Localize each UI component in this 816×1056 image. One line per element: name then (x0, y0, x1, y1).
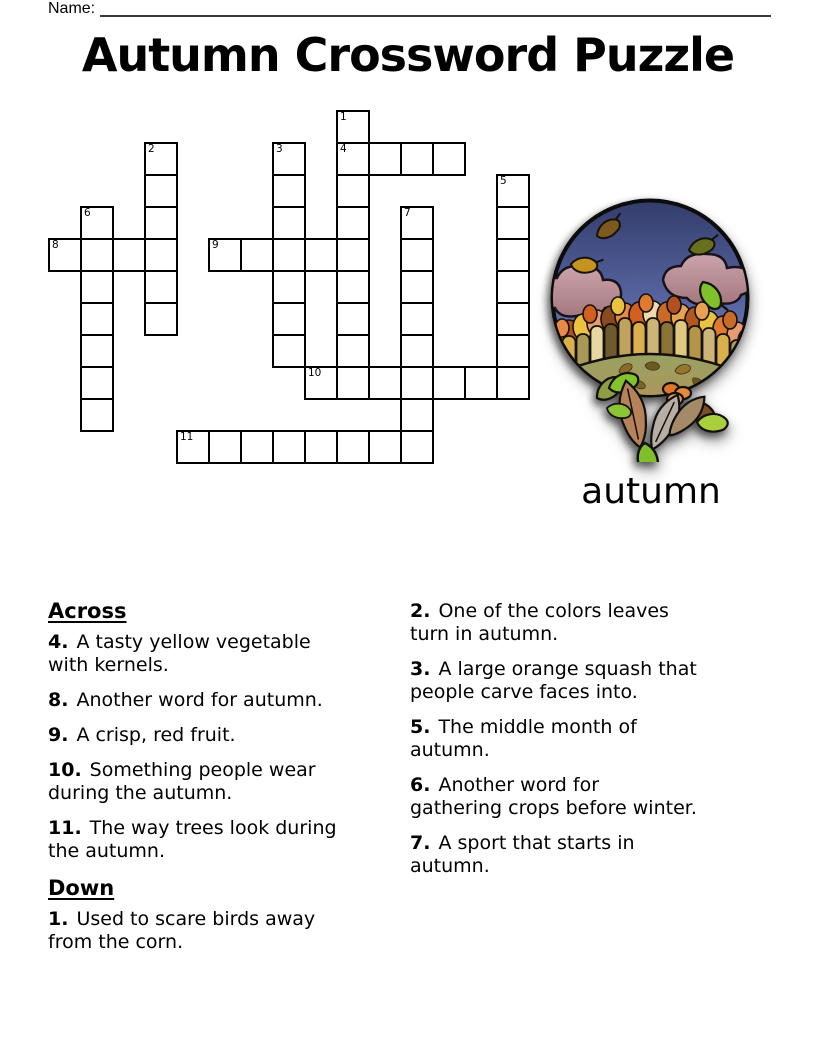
cell-number: 1 (340, 111, 347, 123)
grid-cell (496, 238, 530, 272)
grid-cell (272, 142, 306, 176)
cell-number: 4 (340, 143, 347, 155)
grid-cell (208, 430, 242, 464)
grid-cell (400, 334, 434, 368)
grid-cell (144, 302, 178, 336)
grid-cell (400, 366, 434, 400)
clue-item (410, 832, 785, 878)
clue-item (410, 658, 785, 704)
grid-cell (48, 238, 82, 272)
grid-cell (464, 366, 498, 400)
cell-number: 2 (148, 143, 155, 155)
cell-number: 9 (212, 239, 219, 251)
grid-cell (272, 302, 306, 336)
clue-number: 8. (48, 689, 69, 711)
grid-cell (112, 238, 146, 272)
down-clues-list-left (48, 908, 393, 954)
grid-cell (80, 302, 114, 336)
grid-cell (272, 238, 306, 272)
grid-cell (240, 238, 274, 272)
clue-text: Used to scare birds away from the corn. (48, 908, 316, 953)
grid-cell (496, 302, 530, 336)
clue-text: A tasty yellow vegetable with kernels. (48, 631, 311, 676)
clue-number: 6. (410, 774, 431, 796)
grid-cell (496, 206, 530, 240)
grid-cell (368, 430, 402, 464)
clue-item (48, 724, 393, 747)
grid-cell (336, 110, 370, 144)
grid-cell (272, 206, 306, 240)
grid-cell (336, 302, 370, 336)
grid-cell (144, 238, 178, 272)
grid-cell (208, 238, 242, 272)
grid-cell (400, 142, 434, 176)
clue-number: 10. (48, 759, 82, 781)
grid-cell (368, 366, 402, 400)
grid-cell (336, 238, 370, 272)
grid-cell (272, 430, 306, 464)
cell-number: 8 (52, 239, 59, 251)
clue-number: 5. (410, 716, 431, 738)
grid-cell (272, 270, 306, 304)
grid-cell (400, 206, 434, 240)
grid-cell (496, 174, 530, 208)
clue-item (410, 716, 785, 762)
clue-item (410, 600, 785, 646)
grid-cell (400, 398, 434, 432)
grid-cell (336, 366, 370, 400)
grid-cell (304, 238, 338, 272)
cell-number: 11 (180, 431, 194, 443)
down-clues-list-right (410, 600, 785, 878)
clue-item (48, 689, 393, 712)
grid-cell (496, 366, 530, 400)
illustration-caption: autumn (581, 471, 721, 512)
cell-number: 10 (308, 367, 322, 379)
grid-cell (336, 430, 370, 464)
grid-cell (432, 142, 466, 176)
clue-item (410, 774, 785, 820)
grid-cell (304, 430, 338, 464)
grid-cell (496, 270, 530, 304)
clue-text: A sport that starts in autumn. (410, 832, 635, 877)
grid-cell (144, 206, 178, 240)
clue-number: 2. (410, 600, 431, 622)
autumn-illustration (545, 196, 757, 462)
clue-text: One of the colors leaves turn in autumn. (410, 600, 669, 645)
clue-item (48, 908, 393, 954)
page-title: Autumn Crossword Puzzle (81, 28, 735, 82)
down-heading: Down (48, 876, 115, 900)
grid-cell (144, 270, 178, 304)
clue-text: A crisp, red fruit. (76, 724, 236, 746)
grid-cell (80, 366, 114, 400)
clue-text: Another word for autumn. (76, 689, 323, 711)
grid-cell (400, 302, 434, 336)
clues-right-column (410, 598, 785, 890)
clue-text: Something people wear during the autumn. (48, 759, 316, 804)
grid-cell (400, 270, 434, 304)
grid-cell (272, 334, 306, 368)
grid-cell (336, 270, 370, 304)
autumn-scene-icon (545, 196, 757, 462)
grid-cell (304, 366, 338, 400)
grid-cell (80, 398, 114, 432)
grid-cell (336, 142, 370, 176)
grid-cell (176, 430, 210, 464)
clues-left-column (48, 598, 393, 966)
clue-text: A large orange squash that people carve faces into. (410, 658, 697, 703)
grid-cell (80, 238, 114, 272)
cell-number: 3 (276, 143, 283, 155)
clue-number: 11. (48, 817, 82, 839)
grid-cell (432, 366, 466, 400)
grid-cell (400, 238, 434, 272)
clue-text: The way trees look during the autumn. (48, 817, 337, 862)
clue-number: 7. (410, 832, 431, 854)
across-heading: Across (48, 599, 127, 623)
grid-cell (336, 334, 370, 368)
grid-cell (336, 206, 370, 240)
clue-number: 3. (410, 658, 431, 680)
grid-cell (80, 206, 114, 240)
grid-cell (80, 334, 114, 368)
grid-cell (400, 430, 434, 464)
clue-item (48, 817, 393, 863)
grid-cell (368, 142, 402, 176)
clue-number: 9. (48, 724, 69, 746)
cell-number: 7 (404, 207, 411, 219)
across-clues-list (48, 631, 393, 863)
grid-cell (144, 174, 178, 208)
grid-cell (336, 174, 370, 208)
clue-text: The middle month of autumn. (410, 716, 637, 761)
clue-item (48, 631, 393, 677)
clue-item (48, 759, 393, 805)
cell-number: 5 (500, 175, 507, 187)
grid-cell (496, 334, 530, 368)
clue-number: 4. (48, 631, 69, 653)
name-blank-line (100, 0, 771, 17)
grid-cell (144, 142, 178, 176)
cell-number: 6 (84, 207, 91, 219)
name-label: Name: (48, 0, 96, 17)
grid-cell (272, 174, 306, 208)
clue-text: Another word for gathering crops before winter. (410, 774, 697, 819)
crossword-grid (48, 110, 530, 464)
grid-cell (80, 270, 114, 304)
clue-number: 1. (48, 908, 69, 930)
grid-cell (240, 430, 274, 464)
